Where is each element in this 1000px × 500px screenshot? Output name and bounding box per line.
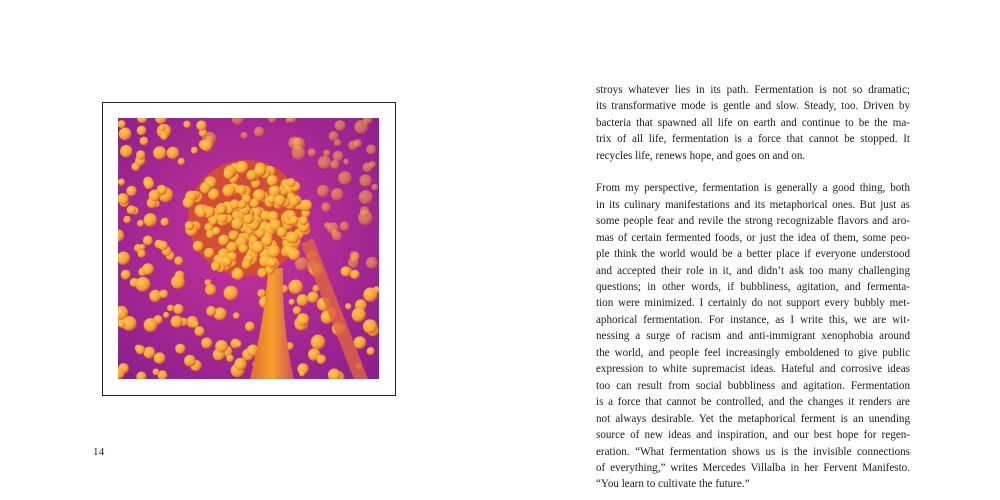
spore [212,227,220,235]
text-line: ple think the world would be a better place if everyone understood [596,248,910,261]
spore [197,208,206,217]
spore [301,200,313,212]
text-line: aphorical fermentation. For instance, as I write this, we are wit- [596,313,910,326]
spore [360,206,370,216]
spore [289,216,298,225]
spore [219,213,228,222]
spore [178,158,185,165]
spore [144,213,157,226]
spore [136,345,145,354]
text-line: some people fear and revile the strong recognizable flavors and aro- [596,215,910,228]
spore [341,266,351,276]
figure-frame [102,102,396,396]
spore [226,355,234,363]
spore [363,287,377,301]
spore [118,120,126,128]
spore [345,303,351,309]
spore [288,232,300,244]
spore [335,120,346,131]
text-line: source of new ideas and inspiration, and our best hope for regen- [596,429,910,442]
spore [184,355,196,367]
spore [366,145,376,155]
spore [222,184,235,197]
spore [158,241,168,251]
spore [183,197,195,209]
spore [149,190,161,202]
spore [292,146,306,160]
spore [185,221,194,230]
spore [120,145,133,158]
spore [330,160,339,169]
text-line: From my perspective, fermentation is generally a good thing, both [596,182,910,195]
spore [137,126,147,136]
spore [321,202,330,211]
spore [239,244,249,254]
spore [163,312,169,318]
spore [171,315,183,327]
body-text-column [596,82,910,493]
spore [167,305,174,312]
spore [201,338,212,349]
spore [215,340,228,353]
paragraph-2 [596,180,910,493]
spore [140,137,149,146]
text-line: stroys whatever lies in its path. Fermentation is not so dramatic; [596,84,910,96]
spore [123,216,131,224]
spore [348,257,359,268]
spore [196,120,206,130]
text-line: the world, and people feel increasingly emboldened to give public [596,346,910,359]
spore [254,164,266,176]
spore [136,277,151,292]
spore [311,335,326,350]
text-line: “You learn to cultivate the future.” [596,478,750,491]
spore [327,222,339,234]
spore [231,218,243,230]
spore [138,250,146,258]
spore [245,322,255,332]
spore [233,312,240,319]
spore [257,268,267,278]
spore [217,206,226,215]
spore [209,216,218,225]
spore [234,358,247,371]
spore [143,347,155,359]
spore [318,156,331,169]
spore [218,235,229,246]
spore [126,186,136,196]
spore [340,221,349,230]
spore [363,319,377,333]
spore [139,244,145,250]
spore [136,150,145,159]
text-line: bacteria that spawned all life on earth and continue to be the ma- [596,116,910,129]
spore [193,241,204,252]
spore [289,299,295,305]
text-line: not always desirable. Yet the metaphorical ferment is an unending [596,412,910,425]
spore [297,294,309,306]
spore [171,275,185,289]
spore [323,149,330,156]
spore [354,120,367,133]
spore [359,174,372,187]
spore [256,229,265,238]
spore [229,230,239,240]
paragraph-1 [596,82,910,164]
spore [175,344,185,354]
spore [268,258,277,267]
spore [237,185,247,195]
spore [354,139,362,147]
spore [211,261,221,271]
text-line: mas of certain fermented foods, or just the idea of them, some peo- [596,231,910,244]
text-line: expression to white supremacist ideas. Hateful and corrosive ideas [596,363,910,376]
text-line: questions; in other words, if bubbliness, agitation, and fermenta- [596,280,910,293]
spore [240,132,247,139]
spore [127,205,136,214]
spore [369,161,376,168]
micrograph-graphic [118,118,379,379]
spore [143,235,153,245]
spore [160,133,167,140]
spore [333,151,343,161]
spore [144,179,154,189]
spore [153,368,160,375]
spore [191,147,198,154]
spore [250,198,260,208]
spore [288,248,300,260]
spore [167,147,180,160]
spore [204,248,214,258]
spore [244,214,254,224]
spore [233,269,244,280]
spore [224,286,239,301]
text-line: is a force that cannot be controlled, and the changes it renders are [596,396,910,409]
spore [252,241,265,254]
spore [289,196,299,206]
spore [183,121,190,128]
spore [268,245,281,258]
text-line: eration. “What fermentation shows us is the invisible connections [596,445,910,458]
spore [366,257,378,269]
spore [350,270,360,280]
spore [201,139,213,151]
spore [206,306,216,316]
spore [119,127,132,140]
spore [307,292,318,303]
spore [174,256,183,265]
spore [159,290,168,299]
text-line: in its culinary manifestations and its metaphorical ones. But just as [596,198,910,211]
spore [205,284,216,295]
spore [254,127,264,137]
spore [274,195,286,207]
spore [153,146,166,159]
spore [144,318,158,332]
spore [238,200,247,209]
spore [317,185,329,197]
spore [121,270,131,280]
spore [235,340,242,347]
spore [317,355,327,365]
spore [200,182,211,193]
spore [194,326,204,336]
text-line: recycles life, renews hope, and goes on and on. [596,149,806,162]
text-line: tion were minimized. I certainly do not support every bubbly met- [596,297,910,310]
spore [267,175,278,186]
fungus-micrograph-image [118,118,379,379]
spore [371,184,378,191]
spore [222,256,233,267]
page-number: 14 [93,446,105,458]
text-line: of everything,” writes Mercedes Villalba in her Fervent Manifesto. [596,461,910,474]
spore [297,313,310,326]
spore [242,260,251,269]
spore [142,263,154,275]
spore [299,216,308,225]
spore [338,171,351,184]
spore [367,347,375,355]
spore [118,178,125,185]
spore [331,188,343,200]
text-line: its transformative mode is gentle and slow. Steady, too. Driven by [596,100,910,113]
spore [149,290,161,302]
spore [288,280,303,295]
spore [329,131,339,141]
spore [173,304,183,314]
text-line: nessing a surge of racism and anti-immigrant xenophobia around [596,330,910,343]
spore [277,227,288,238]
spore [287,178,296,187]
spore [359,190,373,204]
text-line: trix of all life, fermentation is a force that cannot be stopped. It [596,133,910,146]
spore [299,370,305,376]
spore [159,124,166,131]
spore [343,159,349,165]
spore [236,161,249,174]
text-line: too can result from social bubbliness and agitation. Fermentation [596,379,910,392]
spore [154,352,166,364]
spore [161,218,169,226]
spore [308,148,316,156]
spore [293,306,301,314]
spore [224,169,234,179]
text-line: and accepted their role in it, and didn’t ask too many challenging [596,264,910,277]
spore [137,220,144,227]
spore [352,308,366,322]
spore [119,322,125,328]
